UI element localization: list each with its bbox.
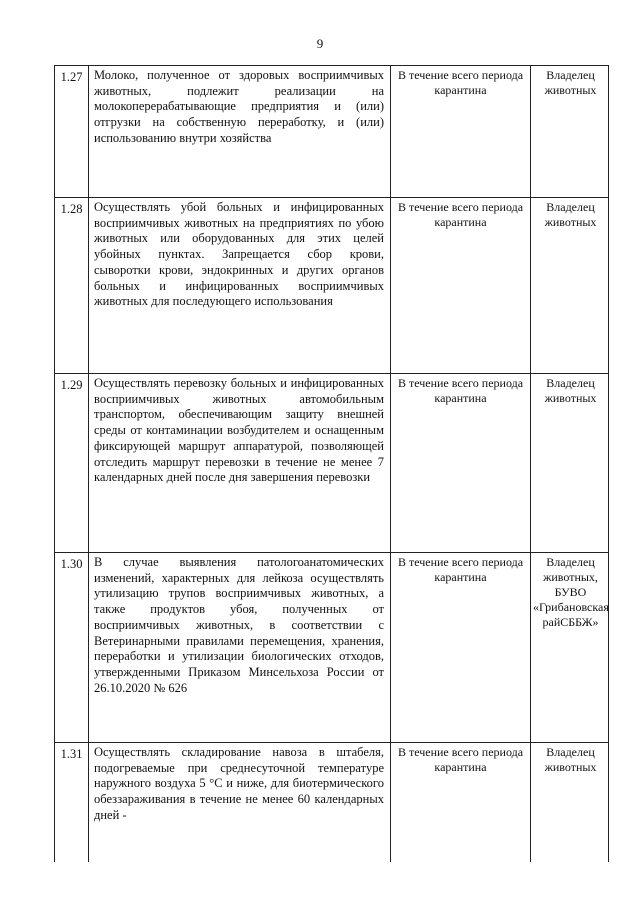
row-responsible: Владелец животных	[544, 200, 597, 229]
row-description: Осуществлять складирование навоза в штабеля, подогреваемые при среднесуточной температуре наружного воздуха 5 °С и ниже, для биотермического обеззараживания в течение не менее 60 календарных дней -	[89, 743, 391, 862]
row-responsible: Владелец животных	[544, 376, 597, 405]
row-term: В течение всего периода карантина	[391, 743, 531, 862]
row-term: В течение всего периода карантина	[391, 374, 531, 552]
row-term: В течение всего периода карантина	[391, 553, 531, 742]
row-number: 1.31	[55, 743, 89, 862]
row-description: Осуществлять перевозку больных и инфицированных восприимчивых животных автомобильным транспортом, обеспечивающим защиту внешней среды от контаминации возбудителем и оснащенным фиксирующей маршрут аппаратурой, позволяющей отследить маршрут перевозки в течение не менее 7 календарных дней после дня завершения перевозки	[89, 374, 391, 552]
row-term: В течение всего периода карантина	[391, 66, 531, 197]
row-term: В течение всего периода карантина	[391, 198, 531, 373]
row-responsible: Владелец животных, БУВО «Грибановская райСББЖ»	[533, 555, 609, 629]
row-description: Молоко, полученное от здоровых восприимчивых животных, подлежит реализации на молокоперерабатывающие предприятия и (или) отгрузки на собственную переработку, и (или) использованию внутри хозяйства	[89, 66, 391, 197]
table-row	[54, 552, 609, 743]
row-number: 1.28	[55, 198, 89, 373]
table-row	[54, 197, 609, 374]
table-row	[54, 373, 609, 553]
row-number: 1.27	[55, 66, 89, 197]
table-row	[54, 742, 609, 862]
row-number: 1.30	[55, 553, 89, 742]
row-responsible: Владелец животных	[544, 745, 597, 774]
row-number: 1.29	[55, 374, 89, 552]
row-responsible: Владелец животных	[544, 68, 597, 97]
page-number: 9	[316, 36, 324, 51]
row-description: Осуществлять убой больных и инфицированных восприимчивых животных на предприятиях по убою животных или оборудованных для этих целей убойных пунктах. Запрещается сбор крови, сыворотки крови, эндокринных и других органов больных и инфицированных восприимчивых животных для последующего использования	[89, 198, 391, 373]
row-description: В случае выявления патологоанатомических изменений, характерных для лейкоза осуществлять утилизацию трупов восприимчивых животных, а также продуктов убоя, полученных от восприимчивых животных, в соответствии с Ветеринарными правилами перемещения, хранения, переработки и утилизации биологических отходов, утвержденными Приказом Минсельхоза России от 26.10.2020 № 626	[89, 553, 391, 742]
table-row	[54, 65, 609, 198]
